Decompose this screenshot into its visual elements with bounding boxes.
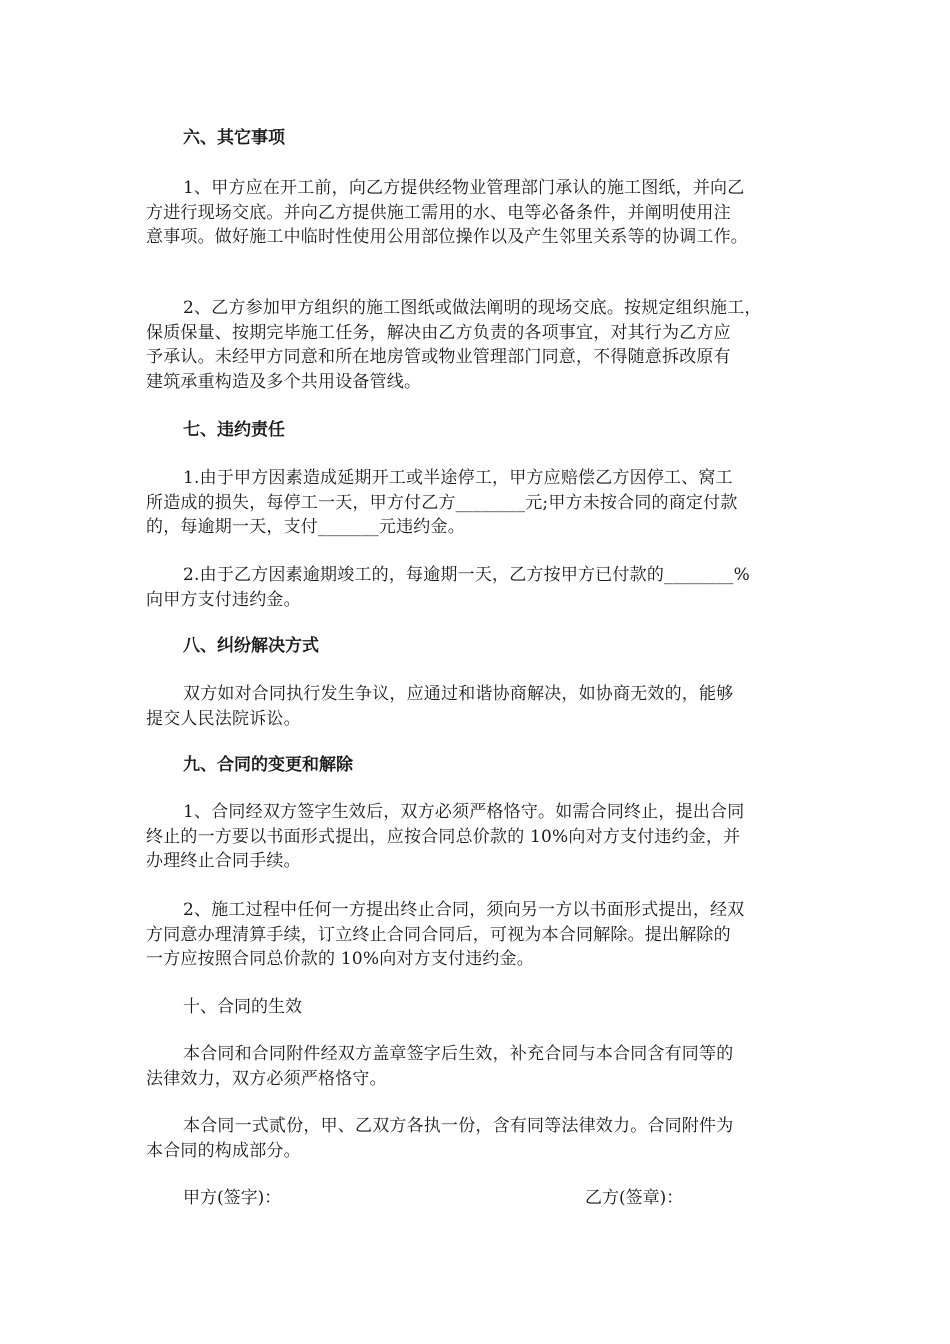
text-line: 意事项。做好施工中临时性使用公用部位操作以及产生邻里关系等的协调工作。	[146, 227, 748, 247]
party-a-signature-label: 甲方(签字)：	[183, 1188, 282, 1208]
party-b-signature-label: 乙方(签章)：	[585, 1188, 684, 1208]
text-line: 2、乙方参加甲方组织的施工图纸或做法阐明的现场交底。按规定组织施工，	[183, 298, 762, 318]
text-line: 所造成的损失，每停工一天，甲方付乙方________元;甲方未按合同的商定付款	[146, 492, 738, 513]
text-line: 本合同和合同附件经双方盖章签字后生效，补充合同与本合同含有同等的	[183, 1044, 734, 1064]
text-line: 本合同的构成部分。	[146, 1140, 301, 1161]
text-line: 1、甲方应在开工前，向乙方提供经物业管理部门承认的施工图纸，并向乙	[183, 178, 745, 198]
section-9-para-2	[146, 898, 826, 972]
section-10-para-1	[146, 1042, 826, 1091]
text-line: 保质保量、按期完毕施工任务，解决由乙方负责的各项事宜，对其行为乙方应	[146, 322, 731, 343]
section-7-para-1	[146, 466, 826, 540]
text-line: 的，每逾期一天，支付_______元违约金。	[146, 517, 465, 537]
section-8-para-1	[146, 682, 826, 731]
text-line: 1、合同经双方签字生效后，双方必须严格恪守。如需合同终止，提出合同	[183, 802, 745, 822]
text-line: 提交人民法院诉讼。	[146, 708, 301, 729]
section-6-para-1	[146, 176, 826, 250]
section-6-heading: 六、其它事项	[183, 128, 285, 148]
text-line: 建筑承重构造及多个共用设备管线。	[146, 371, 422, 392]
text-line: 予承认。未经甲方同意和所在地房管或物业管理部门同意，不得随意拆改原有	[146, 347, 731, 367]
section-7-heading: 七、违约责任	[183, 420, 285, 440]
section-9-para-1	[146, 800, 826, 874]
text-line: 方进行现场交底。并向乙方提供施工需用的水、电等必备条件，并阐明使用注	[146, 202, 731, 223]
text-line: 本合同一式贰份，甲、乙双方各执一份，含有同等法律效力。合同附件为	[183, 1116, 734, 1136]
section-8-heading: 八、纠纷解决方式	[183, 636, 319, 656]
section-7-para-2	[146, 563, 826, 612]
section-6-para-2	[146, 296, 826, 394]
section-9-heading: 九、合同的变更和解除	[183, 755, 353, 775]
section-10-heading: 十、合同的生效	[183, 997, 302, 1017]
section-10-para-2	[146, 1114, 826, 1163]
text-line: 1.由于甲方因素造成延期开工或半途停工，甲方应赔偿乙方因停工、窝工	[183, 468, 733, 488]
text-line: 终止的一方要以书面形式提出，应按合同总价款的 10%向对方支付违约金，并	[146, 826, 741, 847]
text-line: 一方应按照合同总价款的 10%向对方支付违约金。	[146, 949, 534, 969]
text-line: 方同意办理清算手续，订立终止合同合同后，可视为本合同解除。提出解除的	[146, 924, 731, 945]
text-line: 法律效力，双方必须严格恪守。	[146, 1068, 387, 1089]
text-line: 2、施工过程中任何一方提出终止合同，须向另一方以书面形式提出，经双	[183, 900, 745, 920]
text-line: 办理终止合同手续。	[146, 851, 301, 871]
text-line: 2.由于乙方因素逾期竣工的，每逾期一天，乙方按甲方已付款的________%	[183, 565, 750, 585]
text-line: 向甲方支付违约金。	[146, 589, 301, 610]
text-line: 双方如对合同执行发生争议，应通过和谐协商解决，如协商无效的，能够	[183, 684, 734, 704]
